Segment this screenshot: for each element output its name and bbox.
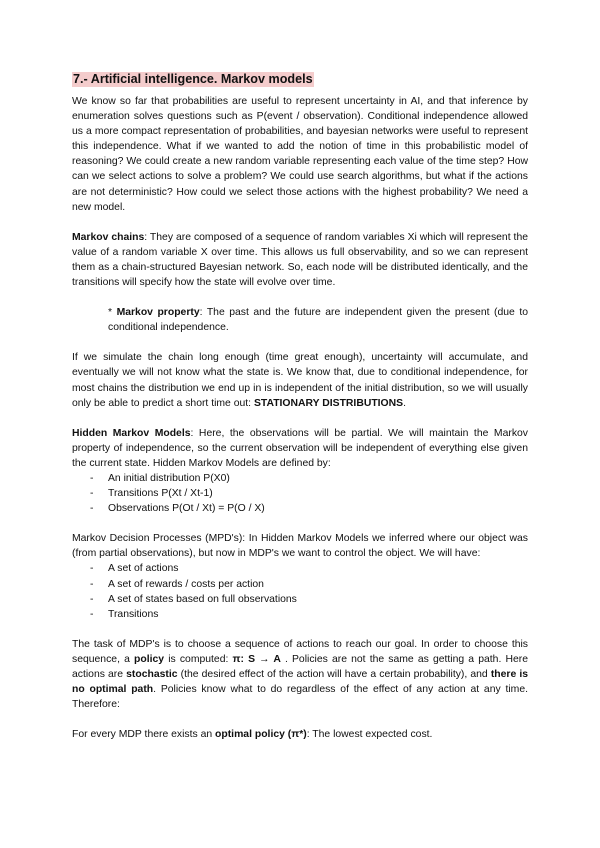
optimal-text-2: : The lowest expected cost. [306,729,433,741]
simulation-text: If we simulate the chain long enough (time great enough), uncertainty will accumulate, and eventually we will not know what the state is. We know that, due to conditional independence, for most chains the distribution we end up in is independent of the initial distribution, so we will usually only be able to predict a short time out: [72,352,528,409]
simulation-paragraph [72,350,528,410]
stochastic-term: stochastic [126,669,178,680]
intro-paragraph: We know so far that probabilities are useful to represent uncertainty in AI, and that inference by enumeration solves questions such as P(event / observation). Conditional independence allowed us a more compact representation of probabilities, and bayesian networks were useful to represent this independence. What if we wanted to add the notion of time in this probabilistic model of reasoning? We could create a new random variable representing each value of the time step? How can we select actions to solve a problem? We could use search algorithms, but what if the actions are not deterministic? How could we select those actions with the highest probability? We need a new model. [72,96,528,213]
list-item: - Observations P(Ot / Xt) = P(O / X) [72,501,528,516]
markov-chains-text: : They are composed of a sequence of random variables Xi which will represent the value of a random variable X over time. This allows us full observability, and so we can represent them as a chain-structured Bayesian network. So, each node will be distributed identically, and the transitions will specify how the state will evolve over time. [72,231,529,289]
policy-term: policy [134,653,165,665]
hmm-term: Hidden Markov Models [72,427,191,439]
policy-formula: π: S → A [232,653,281,665]
markov-property-term: Markov property [116,307,200,319]
list-item: - An initial distribution P(X0) [72,471,528,486]
no-optimal-path-term: there is no optimal path [72,669,528,696]
policy-paragraph [72,637,528,712]
list-item: - A set of actions [72,561,528,576]
policy-text-2: is computed: [164,653,233,665]
document-page [72,72,528,742]
list-item: - A set of states based on full observations [72,592,528,607]
mdp-paragraph: Markov Decision Processes (MPD's): In Hidden Markov Models we inferred where our object was (from partial observations), but now in MDP's we want to control the object. We will have: [72,533,528,560]
list-item: - A set of rewards / costs per action [72,577,528,592]
policy-text-3: . Policies are not the same as getting a path. Here actions are [72,653,529,680]
markov-property-text: : The past and the future are independent given the present (due to conditional independence. [108,307,528,334]
hmm-paragraph [72,426,528,471]
hmm-text: : Here, the observations will be partial. We will maintain the Markov property of independence, so the current observation will be independent of everything else given the current state. Hidden Markov Models are defined by: [72,427,528,469]
list-item: - Transitions P(Xt / Xt-1) [72,486,528,501]
markov-property-paragraph [108,305,528,335]
mdp-list [72,561,528,621]
optimal-policy-term: optimal policy (π*) [215,729,307,741]
stationary-distributions-term: STATIONARY DISTRIBUTIONS [253,397,404,409]
policy-text-5: . Policies know what to do regardless of the effect of any action at any time. Therefore: [72,684,528,711]
markov-chains-paragraph [72,230,528,290]
list-item: - Transitions [72,607,528,622]
policy-text-1: The task of MDP's is to choose a sequence of actions to reach our goal. In order to choose this sequence, a [72,638,528,665]
hmm-list [72,471,528,516]
optimal-text-1: For every MDP there exists an [72,729,216,741]
policy-text-4: (the desired effect of the action will have a certain probability), and [177,669,491,680]
simulation-end: . [403,397,406,409]
markov-chains-term: Markov chains [72,231,145,243]
markov-property-prefix: * [108,307,117,319]
optimal-policy-paragraph [72,727,528,742]
section-title: 7.- Artificial intelligence. Markov models [73,72,313,86]
